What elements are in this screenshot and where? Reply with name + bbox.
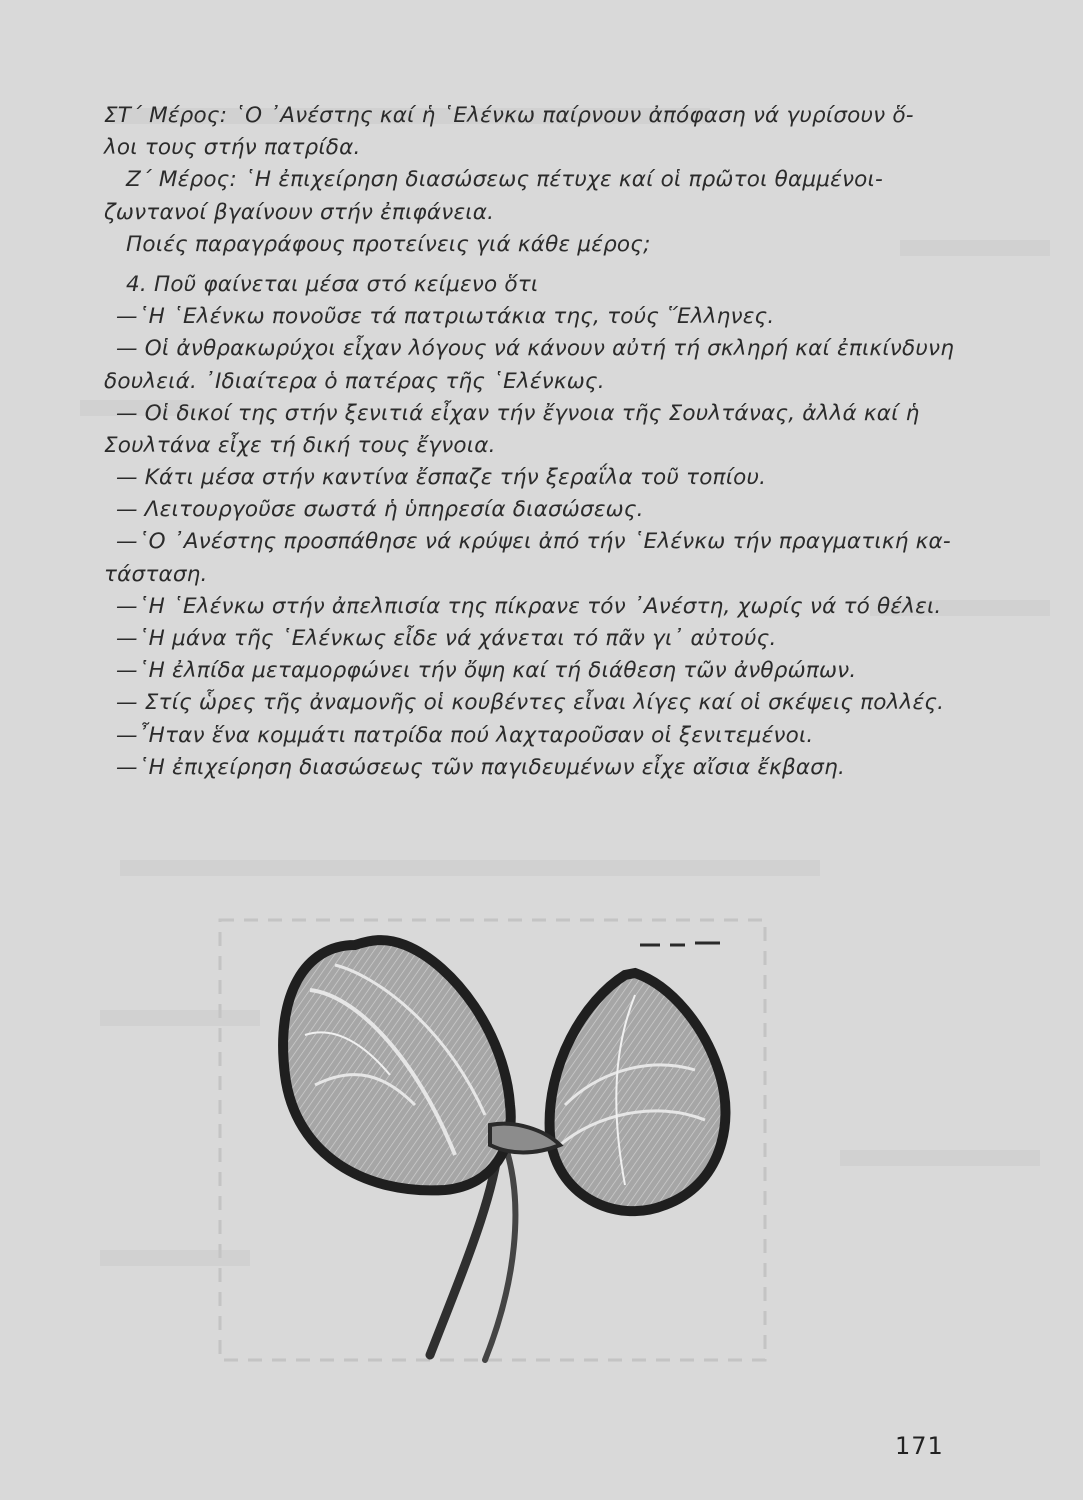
text-line: —῾Η ῾Ελένκω στήν ἀπελπισία της πίκρανε τόν ᾿Ανέστη, χωρίς νά τό θέλει. [116, 593, 942, 619]
text-line: δουλειά. ᾿Ιδιαίτερα ὁ πατέρας τῆς ῾Ελένκως. [104, 368, 605, 394]
text-line: —῾Η ἐπιχείρηση διασώσεως τῶν παγιδευμένων εἶχε αἴσια ἔκβαση. [116, 754, 845, 780]
text-line: λοι τους στήν πατρίδα. [104, 135, 361, 161]
text-line: ΣΤ΄ Μέρος: ῾Ο ᾿Ανέστης καί ἡ ῾Ελένκω παίρνουν ἀπόφαση νά γυρίσουν ὅ- [104, 103, 914, 128]
text-line: —῾Η μάνα τῆς ῾Ελένκως εἶδε νά χάνεται τό πᾶν γι᾿ αὐτούς. [116, 626, 777, 651]
text-line: τάσταση. [104, 561, 208, 587]
text-line: Ζ΄ Μέρος: ῾Η ἐπιχείρηση διασώσεως πέτυχε καί οἱ πρῶτοι θαμμένοι- [126, 167, 883, 193]
text-line: —῾Η ῾Ελένκω πονοῦσε τά πατριωτάκια της, τούς ῞Ελληνες. [116, 304, 775, 330]
text-line: —῾Η ἐλπίδα μεταμορφώνει τήν ὄψη καί τή διάθεση τῶν ἀνθρώπων. [116, 658, 857, 684]
text-line: — Κάτι μέσα στήν καντίνα ἔσπαζε τήν ξεραΐλα τοῦ τοπίου. [116, 465, 767, 491]
text-line: — Οἱ ἀνθρακωρύχοι εἶχαν λόγους νά κάνουν αὐτή τή σκληρή καί ἐπικίνδυνη [116, 336, 955, 362]
text-line: — Οἱ δικοί της στήν ξενιτιά εἶχαν τήν ἔγνοια τῆς Σουλτάνας, ἀλλά καί ἡ [116, 400, 920, 426]
flower-illustration-icon [215, 905, 775, 1385]
text-line: Σουλτάνα εἶχε τή δική τους ἔγνοια. [104, 432, 496, 458]
text-line: ζωντανοί βγαίνουν στήν ἐπιφάνεια. [104, 199, 495, 225]
text-line: —῾Ο ᾿Ανέστης προσπάθησε νά κρύψει ἀπό τήν ῾Ελένκω τήν πραγματική κα- [116, 529, 951, 555]
text-line: — Στίς ὧρες τῆς ἀναμονῆς οἱ κουβέντες εἶναι λίγες καί οἱ σκέψεις πολλές. [116, 690, 945, 716]
text-line: —῏Ηταν ἕνα κομμάτι πατρίδα πού λαχταροῦσαν οἱ ξενιτεμένοι. [116, 722, 814, 748]
question-heading: 4. Ποῦ φαίνεται μέσα στό κείμενο ὅτι [126, 271, 539, 297]
body-text [104, 100, 955, 784]
text-line: Ποιές παραγράφους προτείνεις γιά κάθε μέρος; [126, 231, 651, 257]
text-line: — Λειτουργοῦσε σωστά ἡ ὑπηρεσία διασώσεως. [116, 497, 644, 523]
page-number: 171 [895, 1432, 944, 1460]
